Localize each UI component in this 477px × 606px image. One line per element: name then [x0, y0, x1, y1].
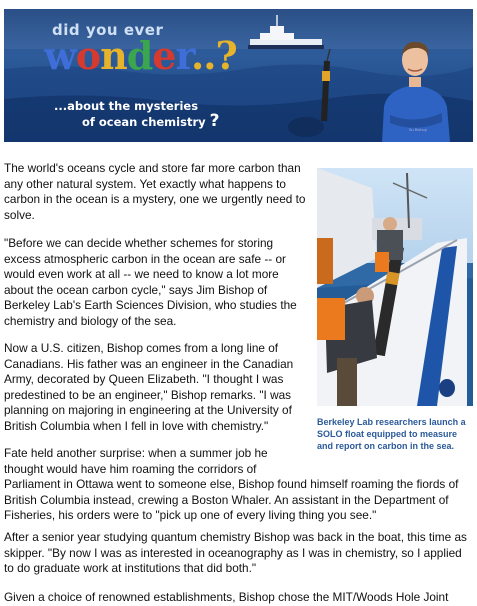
banner-subtitle — [54, 99, 220, 130]
header-banner — [4, 9, 473, 142]
article-paragraph-5: After a senior year studying quantum chemistry Bishop was back in the boat, this time as skipper. "By now I was as interested in oceanography as I was in chemistry, so I applied to do graduate work at institutions that did both." — [4, 530, 467, 575]
article-paragraph-3: Now a U.S. citizen, Bishop comes from a long line of Canadians. His father was an engineer in the Canadian Army, decorated by Queen Elizabeth. "I thought I was predestined to be an engineer," Bishop remarks. "I was planning on majoring in engineering at the University of British Columbia when I fell in love with chemistry." — [4, 341, 294, 433]
banner-question-mark: ? — [209, 111, 220, 131]
banner-subtitle-line1: ...about the mysteries — [54, 99, 199, 113]
article-paragraph-1: The world's oceans cycle and store far more carbon than any other natural system. Yet exactly what happens to carbon in the ocean is a mystery, one we urgently need to solve. — [4, 161, 306, 222]
photo-caption: Berkeley Lab researchers launch a SOLO float equipped to measure and report on carbon in the sea. — [317, 417, 466, 451]
banner-did-you-ever: did you ever — [52, 21, 164, 39]
photo-credit: Su Bishop — [408, 127, 427, 132]
research-photo — [317, 168, 473, 406]
float-launch-photo — [317, 168, 473, 406]
article-paragraph-4b: Parliament in Ottawa went to someone else, Bishop found himself roaming the fiords of British Columbia instead, crewing a Boston Whaler. An assistant in the Department of Fisheries, his orders were to "pick up one of every living thing you see." — [4, 477, 459, 522]
banner-wonder-title: wonder..? — [44, 33, 237, 78]
banner-subtitle-line2: of ocean chemistry — [82, 115, 206, 129]
article-paragraph-2: "Before we can decide whether schemes for storing excess atmospheric carbon in the ocean are safe -- or would even work at all -- we need to know a lot more about the ocean carbon cycle," says Jim Bishop of Berkeley Lab's Earth Sciences Division, who studies the chemistry and biology of the sea. — [4, 236, 297, 328]
article-paragraph-6: Given a choice of renowned establishments, Bishop chose the MIT/Woods Hole Joint — [4, 590, 449, 604]
article-paragraph-4a: Fate held another surprise: when a summer job he thought would have him roaming the corridors of — [4, 446, 268, 476]
research-ship-icon — [248, 15, 324, 49]
